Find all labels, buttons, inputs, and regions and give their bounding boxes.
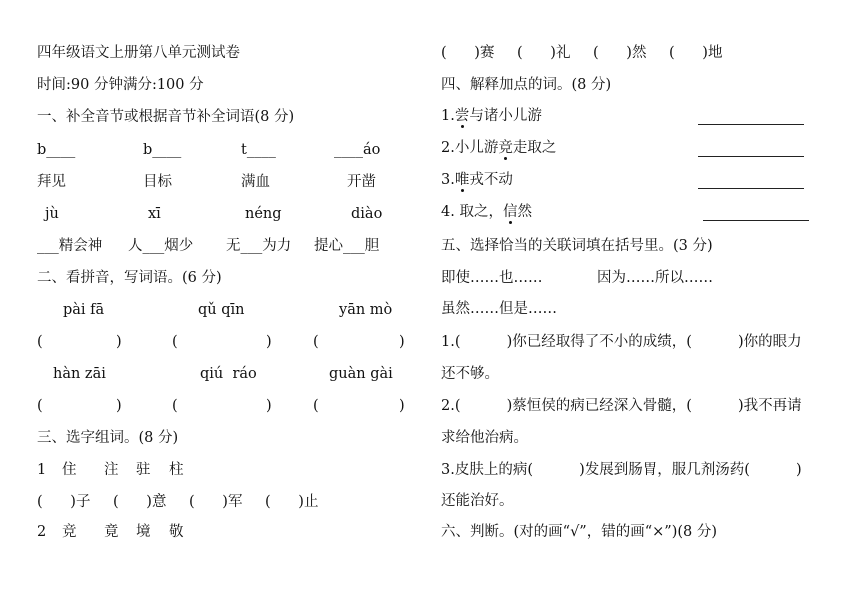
char-option: 境	[136, 524, 151, 540]
question-line: 2.( )蔡恒侯的病已经深入骨髓，( )我不再请	[441, 398, 802, 414]
pinyin: xī	[148, 206, 161, 222]
section-4-heading: 四、解释加点的词。(8 分)	[441, 77, 612, 93]
syllable-blank: ____áo	[334, 142, 381, 158]
group-number: 1	[37, 462, 47, 478]
dotted-char: 信	[502, 204, 518, 220]
item-prefix: 1.	[441, 108, 455, 124]
conjunction-option: 虽然……但是……	[441, 301, 557, 317]
char-option: 住	[62, 462, 77, 478]
pinyin: pài fā	[63, 302, 105, 318]
idiom-blank: ___精会神	[37, 238, 103, 254]
word-blank: ( )意	[113, 494, 167, 510]
answer-paren-open: (	[313, 398, 319, 414]
section-3-heading: 三、选字组词。(8 分)	[37, 430, 179, 446]
section-6-heading: 六、判断。(对的画“√”，错的画“×”)(8 分)	[441, 524, 718, 540]
idiom-blank: 提心___胆	[314, 238, 380, 254]
item-suffix: 戎不动	[469, 172, 513, 188]
question-line: 还能治好。	[441, 493, 514, 509]
section-5-heading: 五、选择恰当的关联词填在括号里。(3 分)	[441, 238, 713, 254]
item-suffix: 与诸小儿游	[469, 108, 542, 124]
answer-line	[703, 220, 809, 221]
explain-item	[441, 202, 532, 222]
answer-paren-open: (	[37, 398, 43, 414]
word-blank: ( )军	[189, 494, 243, 510]
answer-paren-close: )	[266, 334, 272, 350]
question-line: 1.( )你已经取得了不小的成绩，( )你的眼力	[441, 334, 802, 350]
item-prefix: 2.小儿游	[441, 140, 499, 156]
answer-paren-open: (	[172, 398, 178, 414]
explain-item	[441, 170, 513, 190]
answer-paren-close: )	[266, 398, 272, 414]
answer-paren-close: )	[399, 334, 405, 350]
answer-line	[698, 156, 804, 157]
word-blank: ( )礼	[517, 45, 571, 61]
item-prefix: 4. 取之，	[441, 204, 503, 220]
explain-item	[441, 106, 542, 126]
word-blank: ( )赛	[441, 45, 495, 61]
answer-paren-open: (	[37, 334, 43, 350]
word: 开凿	[347, 174, 376, 190]
word-blank: ( )子	[37, 494, 91, 510]
answer-line	[698, 188, 804, 189]
conjunction-option: 因为……所以……	[597, 270, 713, 286]
syllable-blank: b____	[37, 142, 76, 158]
pinyin: jù	[45, 206, 59, 222]
syllable-blank: b____	[143, 142, 182, 158]
dotted-char: 唯	[454, 172, 470, 188]
group-number: 2	[37, 524, 47, 540]
pinyin: qǔ qīn	[198, 302, 245, 318]
char-option: 驻	[136, 462, 151, 478]
pinyin: yān mò	[339, 302, 393, 318]
question-line: 3.皮肤上的病( )发展到肠胃，服几剂汤药( )	[441, 462, 802, 478]
char-option: 注	[104, 462, 119, 478]
word: 拜见	[37, 174, 66, 190]
answer-paren-open: (	[313, 334, 319, 350]
pinyin: diào	[351, 206, 383, 222]
item-suffix: 走取之	[512, 140, 557, 156]
char-option: 竞	[62, 524, 77, 540]
exam-meta: 时间:90 分钟满分:100 分	[37, 77, 204, 93]
pinyin: guàn gài	[329, 366, 393, 382]
dotted-char: 竞	[498, 140, 513, 156]
question-line: 求给他治病。	[441, 430, 528, 446]
word-blank: ( )止	[265, 494, 319, 510]
idiom-blank: 无___为力	[226, 238, 292, 254]
char-option: 竟	[104, 524, 119, 540]
section-2-heading: 二、看拼音，写词语。(6 分)	[37, 270, 222, 286]
syllable-blank: t____	[241, 142, 276, 158]
char-option: 柱	[169, 462, 184, 478]
word: 满血	[241, 174, 270, 190]
explain-item	[441, 138, 556, 158]
answer-paren-open: (	[172, 334, 178, 350]
char-option: 敬	[169, 524, 184, 540]
answer-paren-close: )	[116, 398, 122, 414]
pinyin: néng	[245, 206, 282, 222]
question-line: 还不够。	[441, 366, 499, 382]
item-prefix: 3.	[441, 172, 455, 188]
word-blank: ( )然	[593, 45, 647, 61]
item-suffix: 然	[517, 204, 532, 220]
answer-paren-close: )	[116, 334, 122, 350]
pinyin: hàn zāi	[53, 366, 106, 382]
idiom-blank: 人___烟少	[128, 238, 194, 254]
word-blank: ( )地	[669, 45, 723, 61]
pinyin: qiú ráo	[200, 366, 257, 382]
exam-title: 四年级语文上册第八单元测试卷	[37, 45, 240, 61]
conjunction-option: 即使……也……	[441, 270, 543, 286]
answer-line	[698, 124, 804, 125]
answer-paren-close: )	[399, 398, 405, 414]
word: 目标	[143, 174, 172, 190]
section-1-heading: 一、补全音节或根据音节补全词语(8 分)	[37, 109, 295, 125]
dotted-char: 尝	[454, 108, 470, 124]
